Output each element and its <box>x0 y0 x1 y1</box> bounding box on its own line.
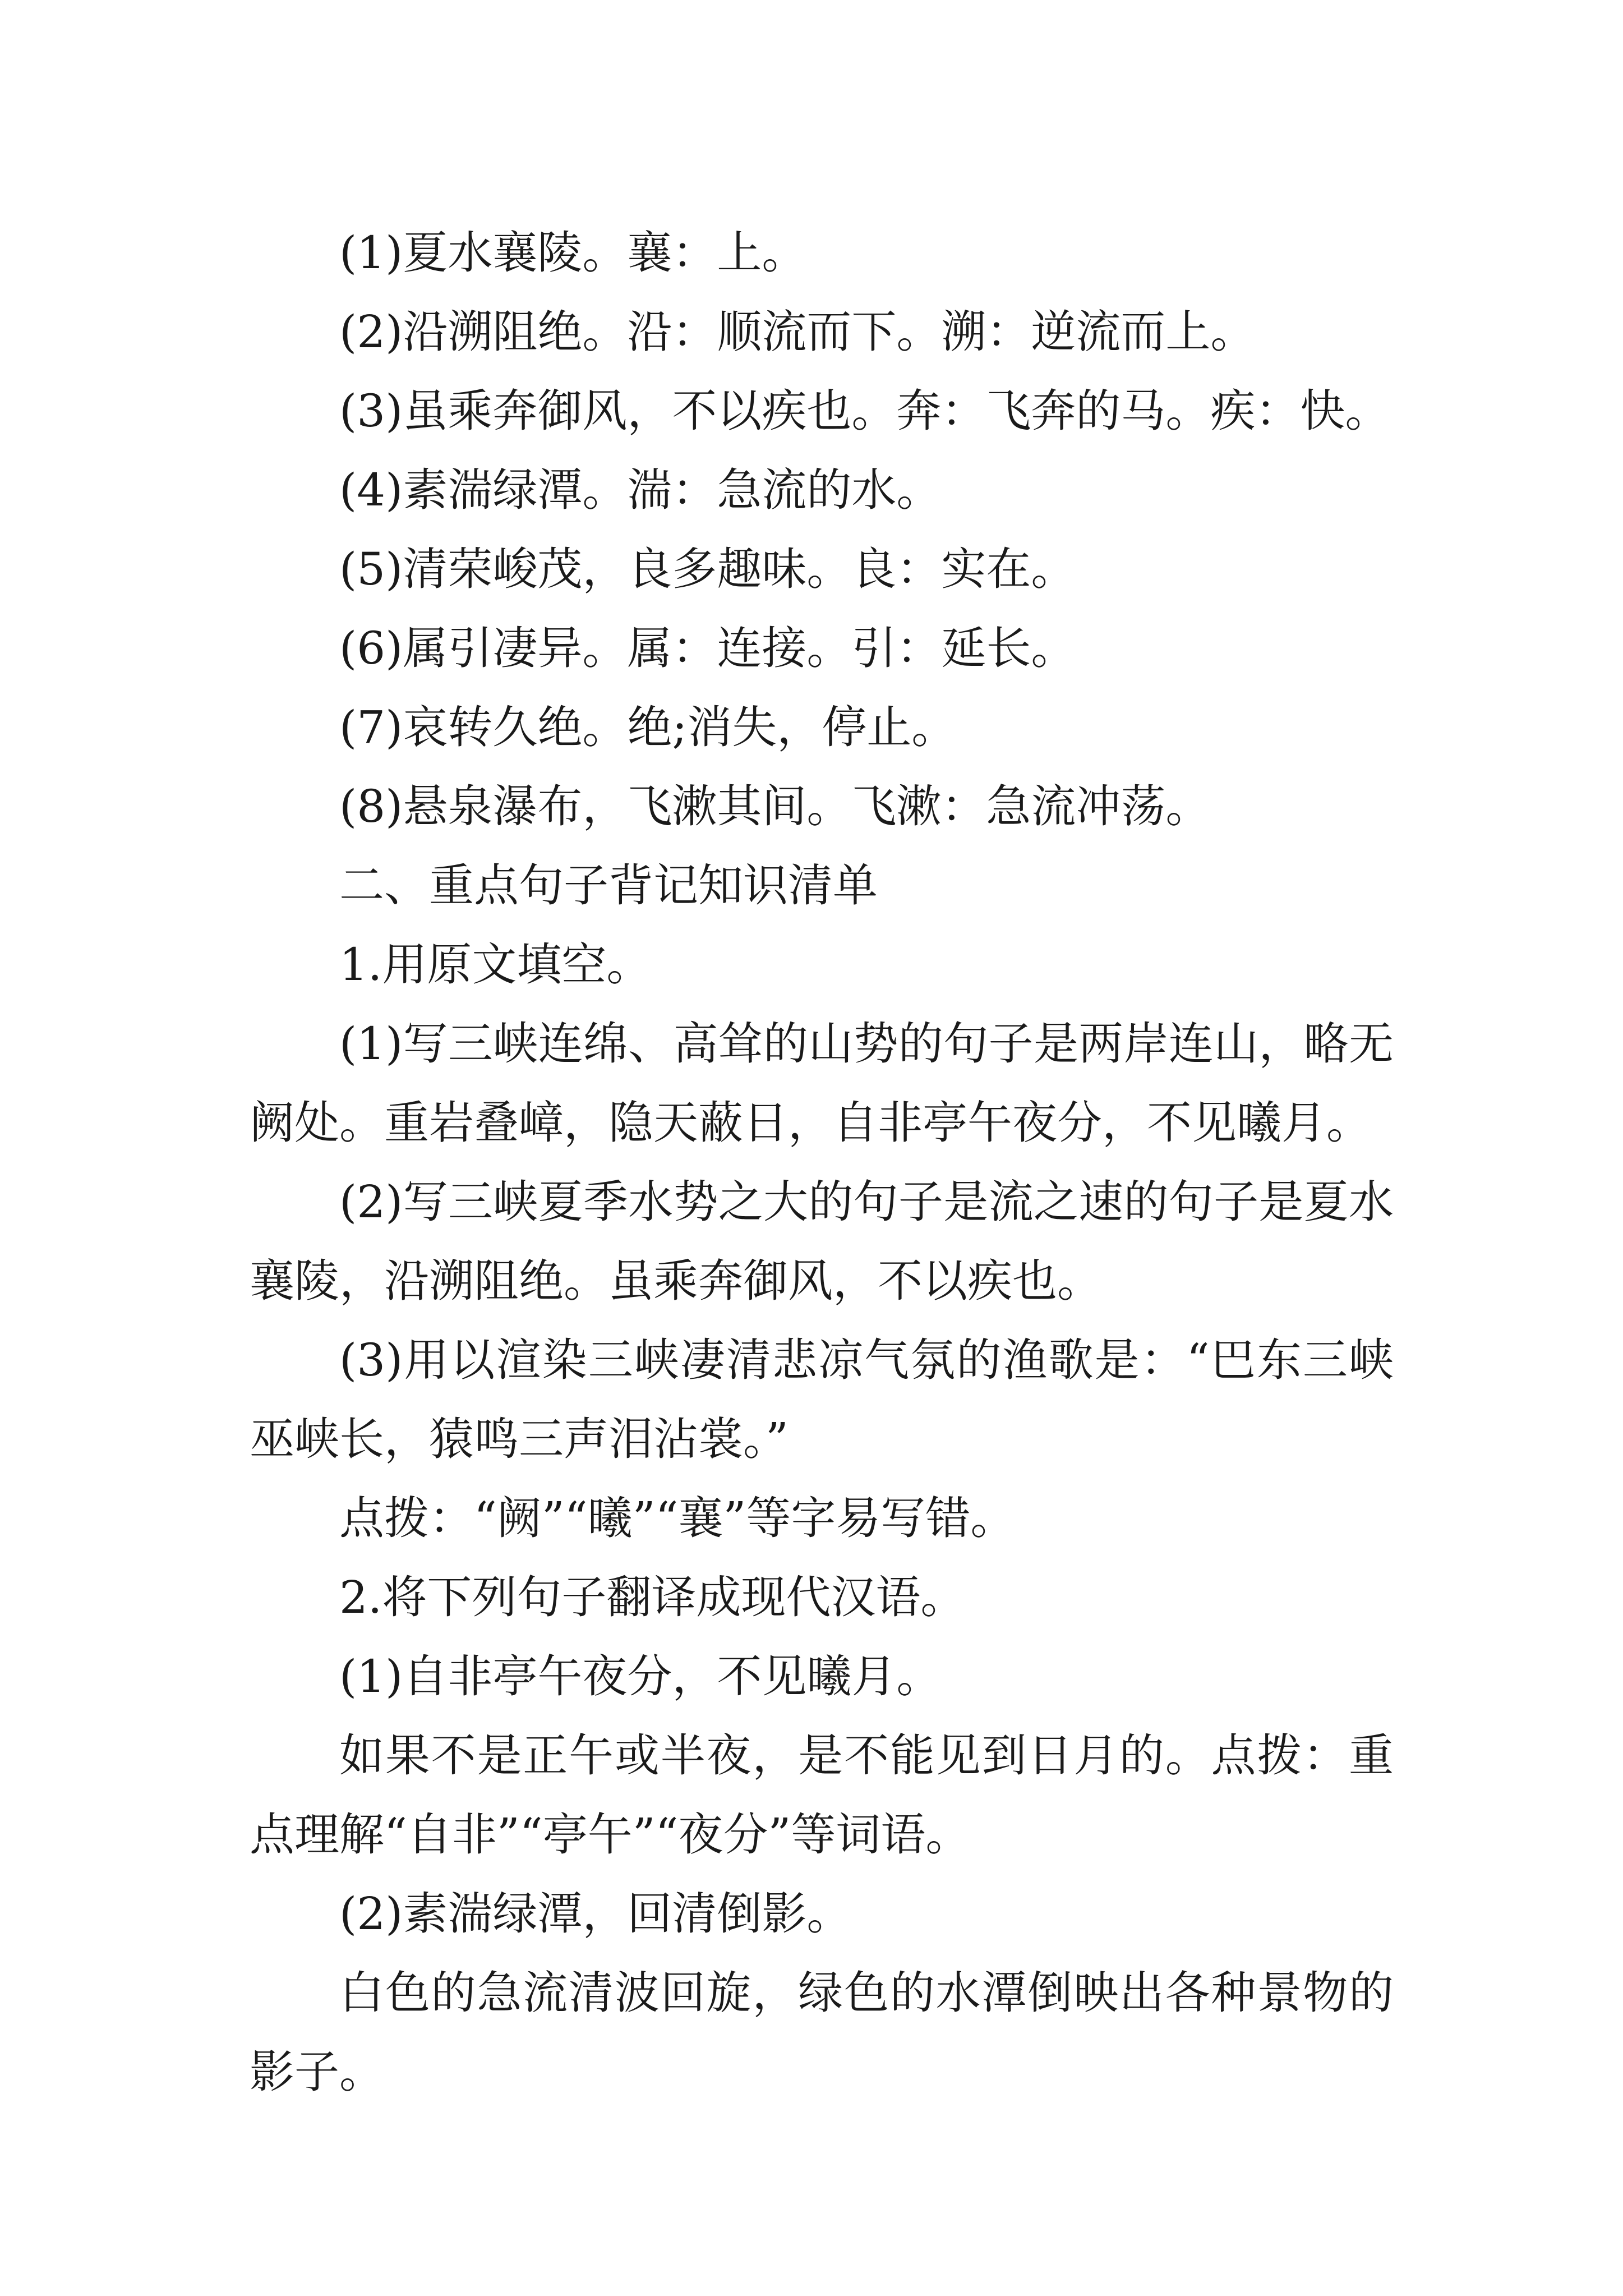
document-body <box>250 213 1394 2111</box>
paragraph: (5)清荣峻茂，良多趣味。良：实在。 <box>339 543 1076 595</box>
paragraph: (1)写三峡连绵、高耸的山势的句子是两岸连山，略无阙处。重岩叠嶂，隐天蔽日，自非亭午夜分，不见曦月。 <box>250 1018 1394 1149</box>
section-heading: 二、重点句子背记知识清单 <box>339 859 878 912</box>
paragraph: (8)悬泉瀑布，飞漱其间。飞漱：急流冲荡。 <box>339 780 1211 832</box>
paragraph: (2)沿溯阻绝。沿：顺流而下。溯：逆流而上。 <box>339 306 1256 358</box>
paragraph: 如果不是正午或半夜，是不能见到日月的。点拨：重点理解“自非”“亭午”“夜分”等词语。 <box>250 1729 1394 1861</box>
question-heading: 1.用原文填空。 <box>339 938 652 991</box>
paragraph: (3)用以渲染三峡凄清悲凉气氛的渔歌是：“巴东三峡巫峡长，猿鸣三声泪沾裳。” <box>250 1334 1394 1465</box>
paragraph: 白色的急流清波回旋，绿色的水潭倒映出各种景物的影子。 <box>250 1967 1394 2098</box>
paragraph: (1)自非亭午夜分，不见曦月。 <box>339 1650 942 1703</box>
paragraph: (2)素湍绿潭，回清倒影。 <box>339 1888 852 1940</box>
paragraph: (1)夏水襄陵。襄：上。 <box>339 227 807 279</box>
paragraph: (6)属引凄异。属：连接。引：延长。 <box>339 622 1076 674</box>
question-heading: 2.将下列句子翻译成现代汉语。 <box>339 1571 966 1623</box>
paragraph: (4)素湍绿潭。湍：急流的水。 <box>339 464 942 516</box>
paragraph: (3)虽乘奔御风，不以疾也。奔：飞奔的马。疾：快。 <box>339 385 1390 437</box>
paragraph: 点拨：“阙”“曦”“襄”等字易写错。 <box>339 1492 1016 1544</box>
paragraph: (2)写三峡夏季水势之大的句子是流之速的句子是夏水襄陵，沿溯阻绝。虽乘奔御风，不以疾也。 <box>250 1176 1394 1307</box>
paragraph: (7)哀转久绝。绝;消失，停止。 <box>339 701 957 753</box>
